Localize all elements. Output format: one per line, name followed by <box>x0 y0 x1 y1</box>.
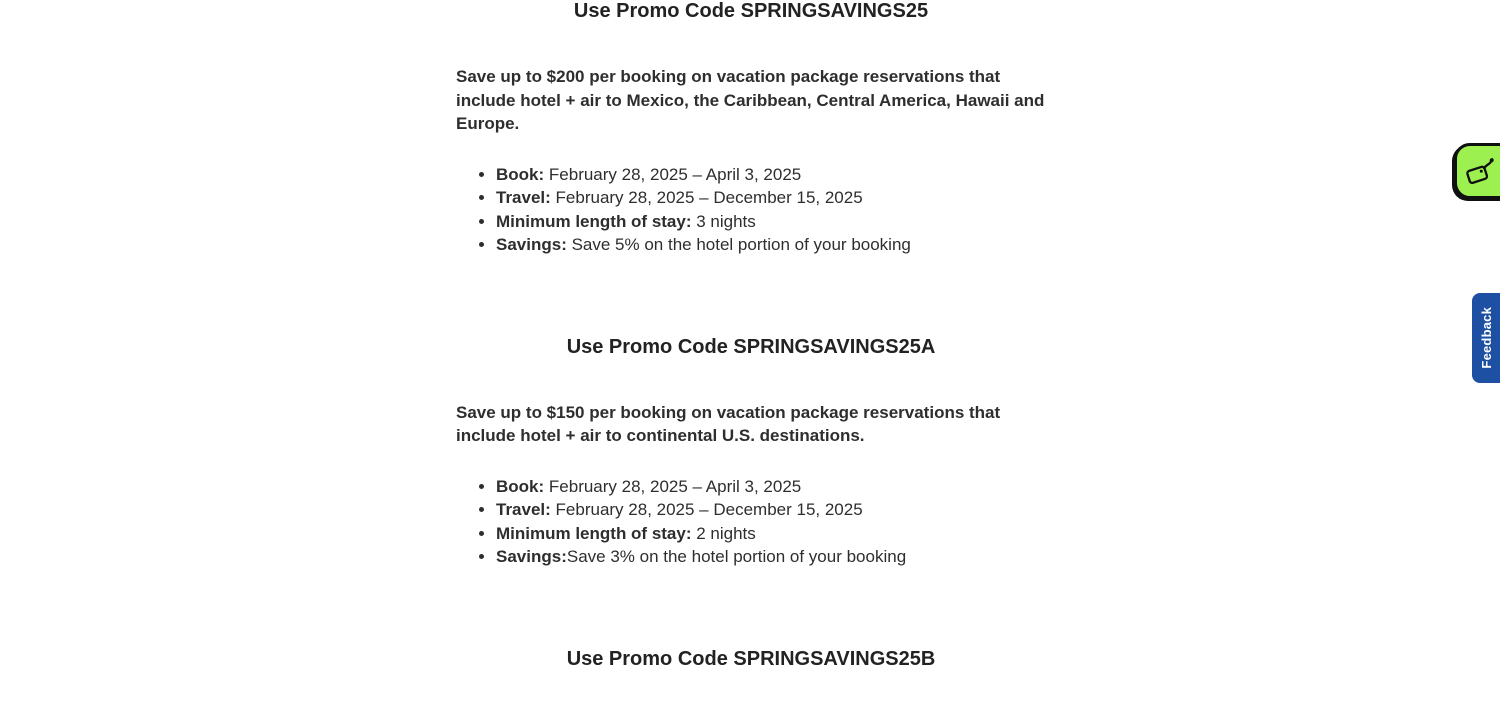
bullet-label: Book: <box>496 164 545 184</box>
list-item <box>496 522 1046 546</box>
bullet-label: Book: <box>496 476 545 496</box>
bullet-value: Save 5% on the hotel portion of your booking <box>566 235 911 254</box>
promo-details-list <box>456 475 1046 569</box>
bullet-label: Savings: <box>496 235 567 254</box>
bullet-value: Save 3% on the hotel portion of your booking <box>566 547 907 566</box>
bullet-value: February 28, 2025 – April 3, 2025 <box>544 164 802 184</box>
bullet-value: February 28, 2025 – December 15, 2025 <box>550 188 863 207</box>
promo-section-springsavings25b <box>456 648 1046 670</box>
tag-icon <box>1464 155 1496 187</box>
promo-description: Save up to $200 per booking on vacation package reservations that include hotel + air to Mexico, the Caribbean, Central America, Hawaii and Europe. <box>456 67 1045 133</box>
bullet-label: Travel: <box>496 188 551 207</box>
bullet-value: February 28, 2025 – April 3, 2025 <box>544 476 802 496</box>
promo-section-springsavings25 <box>456 0 1046 257</box>
bullet-label: Minimum length of stay: <box>496 523 692 543</box>
list-item <box>496 186 1046 210</box>
bullet-label: Minimum length of stay: <box>496 211 692 231</box>
list-item <box>496 163 1046 187</box>
list-item <box>496 545 1046 569</box>
list-item <box>496 233 1046 257</box>
bullet-value: February 28, 2025 – December 15, 2025 <box>550 500 863 519</box>
bullet-value: 2 nights <box>691 523 756 543</box>
promo-details-list <box>456 163 1046 257</box>
feedback-button[interactable] <box>1472 293 1500 383</box>
list-item <box>496 210 1046 234</box>
feedback-label: Feedback <box>1478 307 1494 369</box>
bullet-label: Travel: <box>496 500 551 519</box>
promo-heading: Use Promo Code SPRINGSAVINGS25 <box>573 0 929 22</box>
promo-section-springsavings25a <box>456 336 1046 569</box>
promo-heading: Use Promo Code SPRINGSAVINGS25A <box>566 335 936 358</box>
promo-description: Save up to $150 per booking on vacation package reservations that include hotel + air to continental U.S. destinations. <box>456 402 1001 445</box>
list-item <box>496 498 1046 522</box>
bullet-label: Savings: <box>496 547 567 566</box>
promo-heading: Use Promo Code SPRINGSAVINGS25B <box>566 647 936 670</box>
list-item <box>496 475 1046 499</box>
promo-content <box>456 0 1046 713</box>
bullet-value: 3 nights <box>691 211 756 231</box>
promo-tag-button[interactable] <box>1454 143 1500 199</box>
